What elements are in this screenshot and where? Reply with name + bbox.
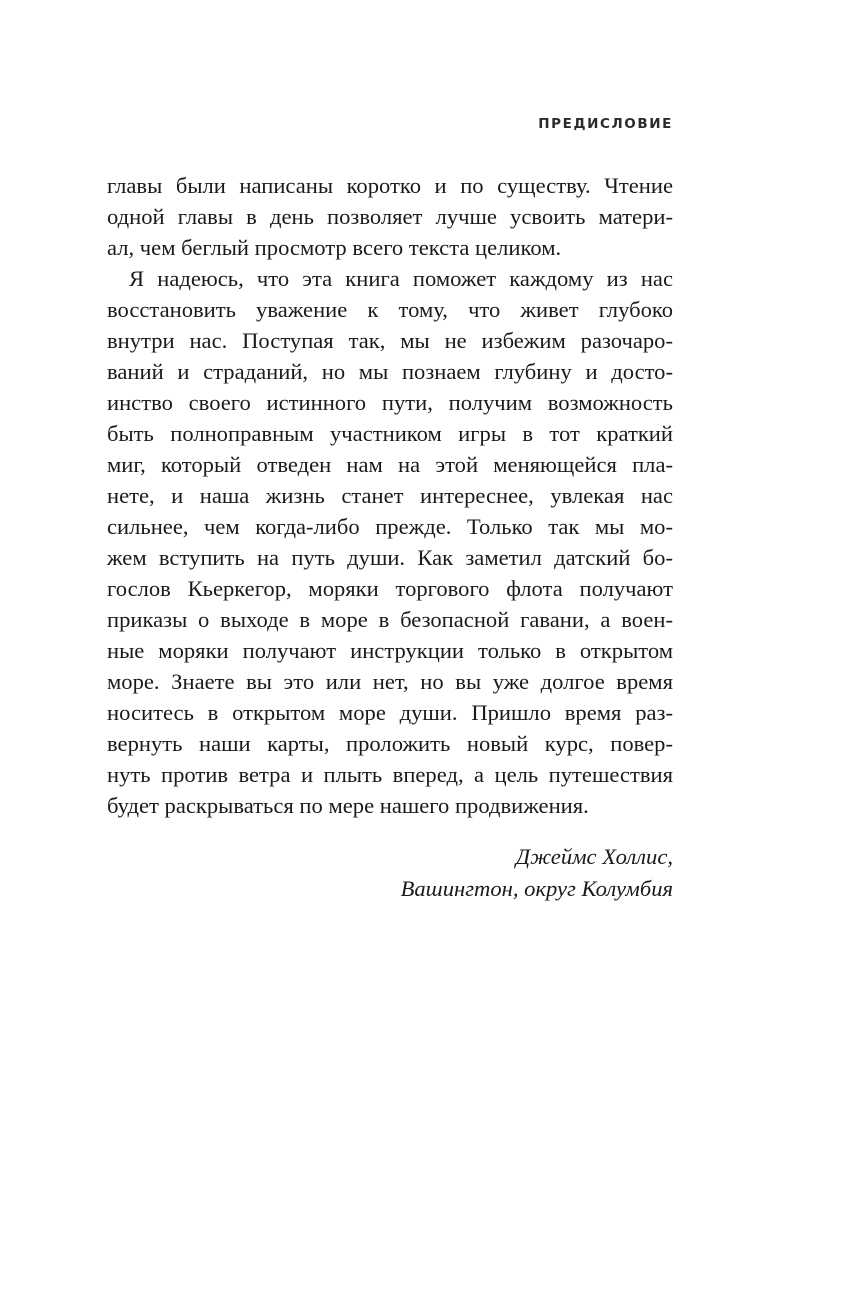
text-line: будет раскрываться по мере нашего продвижения.: [107, 793, 589, 818]
text-line: жем вступить на путь души. Как заметил датский бо-: [107, 545, 673, 570]
text-line: ные моряки получают инструкции только в открытом: [107, 638, 673, 663]
text-line: ваний и страданий, но мы познаем глубину и досто-: [107, 359, 673, 384]
text-line: вернуть наши карты, проложить новый курс, повер-: [107, 731, 673, 756]
body-text: [107, 170, 673, 821]
text-line: море. Знаете вы это или нет, но вы уже долгое время: [107, 669, 673, 694]
text-line: сильнее, чем когда-либо прежде. Только так мы мо-: [107, 514, 673, 539]
text-line: восстановить уважение к тому, что живет глубоко: [107, 297, 673, 322]
running-head: ПРЕДИСЛОВИЕ: [538, 116, 673, 132]
signature-place: Вашингтон, округ Колумбия: [400, 876, 673, 901]
paragraph-1: [107, 170, 673, 263]
text-line: миг, который отведен нам на этой меняющейся пла-: [107, 452, 673, 477]
signature-author: Джеймс Холлис,: [515, 844, 673, 869]
signature-block: [401, 841, 673, 905]
text-line: одной главы в день позволяет лучше усвоить матери-: [107, 204, 673, 229]
paragraph-2: [107, 263, 673, 821]
text-line: нете, и наша жизнь станет интереснее, увлекая нас: [107, 483, 673, 508]
text-line: нуть против ветра и плыть вперед, а цель путешествия: [107, 762, 673, 787]
text-line: гослов Кьеркегор, моряки торгового флота получают: [107, 576, 673, 601]
text-line: инство своего истинного пути, получим возможность: [107, 390, 673, 415]
text-line: ал, чем беглый просмотр всего текста целиком.: [107, 235, 562, 260]
text-line: внутри нас. Поступая так, мы не избежим разочаро-: [107, 328, 673, 353]
text-line: приказы о выходе в море в безопасной гавани, а воен-: [107, 607, 673, 632]
text-line: Я надеюсь, что эта книга поможет каждому из нас: [129, 266, 673, 291]
text-line: быть полноправным участником игры в тот краткий: [107, 421, 673, 446]
text-line: главы были написаны коротко и по существу. Чтение: [107, 173, 673, 198]
text-line: носитесь в открытом море души. Пришло время раз-: [107, 700, 673, 725]
